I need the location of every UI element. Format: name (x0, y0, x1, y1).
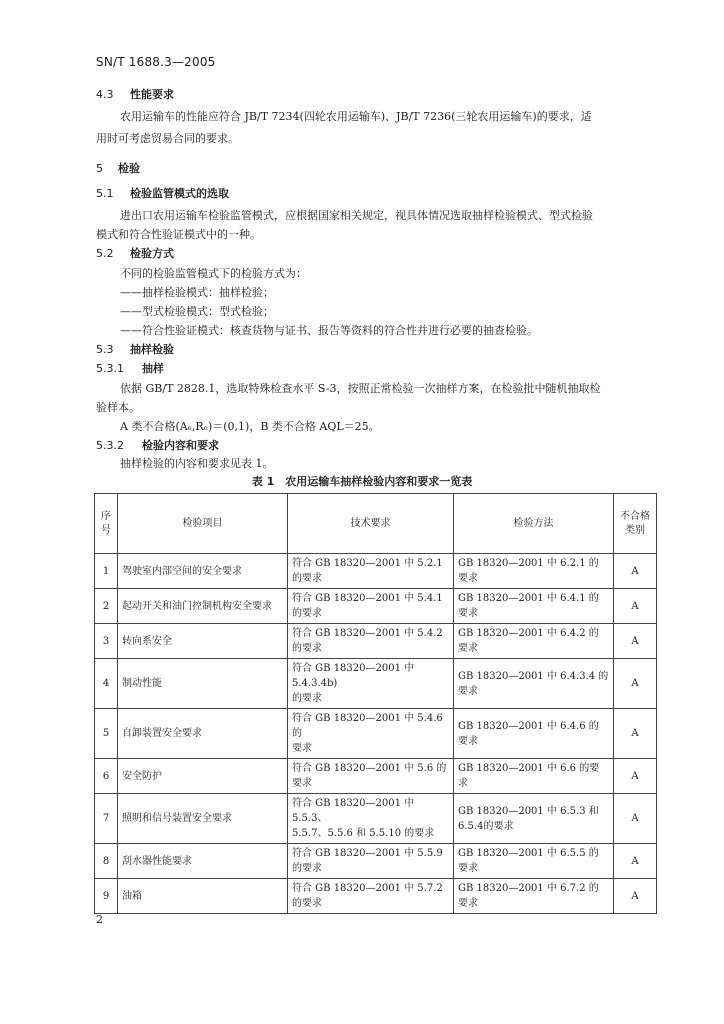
cell-class: A (614, 794, 657, 844)
cell-tech (288, 659, 454, 709)
cell-method-line2: 要求 (458, 863, 478, 874)
section-number: 5.1 (96, 187, 114, 200)
inspection-table (94, 493, 657, 914)
paragraph-line: 依据 GB/T 2828.1，选取特殊检查水平 S-3，按照正常检验一次抽样方案，在检验批中随机抽取检 (120, 382, 601, 395)
cell-seq: 9 (95, 879, 118, 914)
table-row (95, 554, 657, 589)
table-row (95, 659, 657, 709)
table-row (95, 879, 657, 914)
cell-tech-line1: 符合 GB 18320—2001 中 5.4.2 (292, 628, 443, 639)
cell-class: A (614, 759, 657, 794)
cell-method-line2: 要求 (458, 643, 478, 654)
bullet-item: ——型式检验模式：型式检验； (120, 305, 274, 318)
cell-method-line1: GB 18320—2001 中 6.4.2 的 (458, 628, 599, 639)
section-number: 5 (96, 162, 103, 175)
table-row (95, 794, 657, 844)
cell-tech-line2: 的要求 (292, 643, 322, 654)
cell-class: A (614, 709, 657, 759)
cell-method (454, 709, 614, 759)
paragraph-line: A 类不合格(Aₑ,Rₑ)＝(0,1)，B 类不合格 AQL＝25。 (120, 420, 380, 433)
section-title: 检验 (118, 162, 140, 175)
cell-item: 驾驶室内部空间的安全要求 (118, 554, 288, 589)
cell-method-line2: 6.5.4的要求 (458, 820, 514, 832)
cell-seq: 5 (95, 709, 118, 759)
cell-tech-line1: 符合 GB 18320—2001 中 5.4.1 (292, 593, 443, 604)
table-header-row (95, 494, 657, 554)
table-row (95, 844, 657, 879)
section-number: 5.3.1 (96, 362, 124, 375)
cell-method-line2: 要求 (458, 735, 478, 747)
cell-item: 制动性能 (118, 659, 288, 709)
cell-method (454, 794, 614, 844)
header-seq-line1: 序 (101, 510, 111, 522)
section-title: 抽样检验 (130, 343, 174, 356)
cell-method-line1: GB 18320—2001 中 6.5.5 的 (458, 848, 599, 859)
section-number: 5.2 (96, 247, 114, 260)
header-class-line1: 不合格 (620, 510, 650, 522)
cell-seq: 6 (95, 759, 118, 794)
cell-tech (288, 844, 454, 879)
paragraph-line: 进出口农用运输车检验监管模式，应根据国家相关规定，视具体情况选取抽样检验模式、型式检验 (120, 209, 593, 222)
cell-seq: 1 (95, 554, 118, 589)
cell-tech (288, 794, 454, 844)
cell-tech (288, 709, 454, 759)
cell-method (454, 659, 614, 709)
cell-seq: 7 (95, 794, 118, 844)
section-number: 5.3.2 (96, 439, 124, 452)
cell-method-line1: GB 18320—2001 中 6.5.3 和 (458, 805, 599, 817)
cell-method-line1: GB 18320—2001 中 6.7.2 的 (458, 883, 599, 894)
cell-method-line1: GB 18320—2001 中 6.6 的要求 (458, 763, 600, 789)
cell-method-line2: 要求 (458, 898, 478, 909)
cell-item: 转向系安全 (118, 624, 288, 659)
section-title: 检验内容和要求 (142, 439, 219, 452)
section-number: 5.3 (96, 343, 114, 356)
cell-method-line1: GB 18320—2001 中 6.4.3.4 的 (458, 670, 609, 682)
section-5-3-2-heading (96, 438, 219, 453)
cell-tech (288, 759, 454, 794)
cell-method (454, 554, 614, 589)
cell-method-line2: 要求 (458, 573, 478, 584)
cell-seq: 4 (95, 659, 118, 709)
cell-class: A (614, 844, 657, 879)
cell-tech (288, 879, 454, 914)
section-title: 检验监管模式的选取 (130, 187, 229, 200)
cell-method-line2: 要求 (458, 608, 478, 619)
section-4-3-heading (96, 87, 174, 102)
cell-tech-line1: 符合 GB 18320—2001 中 5.4.6 的 (292, 713, 443, 739)
cell-tech (288, 589, 454, 624)
cell-item: 自卸装置安全要求 (118, 709, 288, 759)
cell-item: 起动开关和油门控制机构安全要求 (118, 589, 288, 624)
cell-tech-line1: 符合 GB 18320—2001 中5.4.3.4b) (292, 663, 415, 689)
cell-tech-line2: 的要求 (292, 573, 322, 584)
cell-tech-line1: 符合 GB 18320—2001 中 5.7.2 (292, 883, 443, 894)
section-title: 检验方式 (130, 247, 174, 260)
cell-tech-line1: 符合 GB 18320—2001 中 5.6 的 (292, 763, 447, 774)
table-row (95, 709, 657, 759)
cell-method-line1: GB 18320—2001 中 6.4.6 的 (458, 720, 599, 732)
page-number: 2 (96, 913, 103, 926)
paragraph-line: 抽样检验的内容和要求见表 1。 (120, 457, 274, 470)
cell-class: A (614, 659, 657, 709)
header-tech: 技术要求 (288, 494, 454, 554)
cell-tech-line2: 要求 (292, 778, 312, 789)
cell-tech (288, 624, 454, 659)
section-5-3-1-heading (96, 361, 164, 376)
cell-item: 刮水器性能要求 (118, 844, 288, 879)
section-number: 4.3 (96, 88, 114, 101)
cell-item: 照明和信号装置安全要求 (118, 794, 288, 844)
cell-seq: 3 (95, 624, 118, 659)
header-class (614, 494, 657, 554)
section-5-1-heading (96, 186, 229, 201)
cell-method-line1: GB 18320—2001 中 6.4.1 的 (458, 593, 599, 604)
cell-method-line1: GB 18320—2001 中 6.2.1 的 (458, 558, 599, 569)
section-5-2-heading (96, 246, 174, 261)
cell-method (454, 624, 614, 659)
cell-item: 安全防护 (118, 759, 288, 794)
cell-tech-line1: 符合 GB 18320—2001 中 5.5.3、 (292, 798, 415, 824)
standard-number: SN/T 1688.3—2005 (96, 55, 216, 69)
header-item: 检验项目 (118, 494, 288, 554)
table-row (95, 589, 657, 624)
header-method: 检验方法 (454, 494, 614, 554)
cell-method (454, 844, 614, 879)
section-5-heading (96, 161, 140, 176)
paragraph-line: 不同的检验监管模式下的检验方式为： (120, 267, 307, 280)
cell-method (454, 879, 614, 914)
cell-tech (288, 554, 454, 589)
cell-class: A (614, 554, 657, 589)
paragraph-line: 模式和符合性验证模式中的一种。 (96, 228, 261, 241)
cell-seq: 2 (95, 589, 118, 624)
cell-tech-line2: 的要求 (292, 608, 322, 619)
cell-tech-line1: 符合 GB 18320—2001 中 5.5.9 (292, 848, 443, 859)
cell-tech-line2: 的要求 (292, 898, 322, 909)
header-seq (95, 494, 118, 554)
cell-tech-line2: 要求 (292, 743, 312, 754)
table-caption: 表 1 农用运输车抽样检验内容和要求一览表 (251, 475, 473, 488)
cell-item: 油箱 (118, 879, 288, 914)
cell-tech-line1: 符合 GB 18320—2001 中 5.2.1 (292, 558, 443, 569)
cell-class: A (614, 589, 657, 624)
header-class-line2: 类别 (625, 524, 645, 536)
cell-tech-line2: 5.5.7、5.5.6 和 5.5.10 的要求 (292, 828, 435, 839)
cell-tech-line2: 的要求 (292, 863, 322, 874)
cell-method-line2: 要求 (458, 685, 478, 697)
section-5-3-heading (96, 342, 174, 357)
paragraph-line: 用时可考虑贸易合同的要求。 (96, 132, 239, 145)
header-seq-line2: 号 (101, 524, 111, 536)
cell-tech-line2: 的要求 (292, 693, 322, 704)
paragraph-line: 验样本。 (96, 401, 140, 414)
section-title: 抽样 (142, 362, 164, 375)
bullet-item: ——符合性验证模式：核查货物与证书、报告等资料的符合性并进行必要的抽查检验。 (120, 324, 538, 337)
bullet-item: ——抽样检验模式：抽样检验； (120, 286, 274, 299)
cell-seq: 8 (95, 844, 118, 879)
cell-class: A (614, 624, 657, 659)
cell-method (454, 759, 614, 794)
paragraph-line: 农用运输车的性能应符合 JB/T 7234(四轮农用运输车)、JB/T 7236(三轮农用运输车)的要求，适 (120, 110, 592, 123)
table-row (95, 759, 657, 794)
section-title: 性能要求 (130, 88, 174, 101)
cell-class: A (614, 879, 657, 914)
table-row (95, 624, 657, 659)
cell-method (454, 589, 614, 624)
